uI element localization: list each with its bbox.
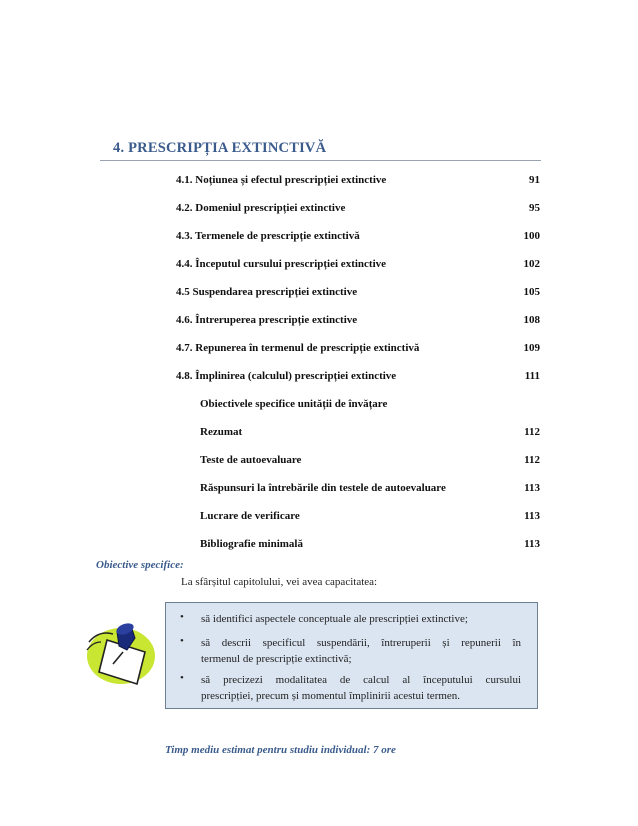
objective-item-continuation <box>201 651 521 667</box>
objectives-intro: La sfârșitul capitolului, vei avea capacitatea: <box>181 576 378 588</box>
toc-entry-label: Teste de autoevaluare <box>200 454 302 466</box>
toc-entry[interactable] <box>200 426 540 442</box>
pushpin-note-icon <box>83 612 163 690</box>
objective-item <box>201 672 521 688</box>
toc-entry-label: 4.5 Suspendarea prescripției extinctive <box>176 286 358 298</box>
toc-entry-label: 4.3. Termenele de prescripție extinctivă <box>176 230 360 242</box>
toc-entry-page: 91 <box>529 174 540 186</box>
toc-entry[interactable] <box>176 314 540 330</box>
toc-entry-page: 109 <box>523 342 540 354</box>
toc-entry-page: 113 <box>524 538 540 550</box>
toc-entry[interactable] <box>176 370 540 386</box>
toc-entry[interactable] <box>176 286 540 302</box>
toc-entry-label: Bibliografie minimală <box>200 538 303 550</box>
toc-entry-label: Rezumat <box>200 426 243 438</box>
toc-entry-label: 4.4. Începutul cursului prescripției extinctive <box>176 258 387 270</box>
objective-line: să identifici aspectele conceptuale ale prescripției extinctive; <box>201 613 468 625</box>
toc-entry-label: Lucrare de verificare <box>200 510 300 522</box>
toc-entry-page: 100 <box>523 230 540 242</box>
toc-entry-page: 112 <box>524 454 540 466</box>
toc-entry[interactable] <box>200 398 540 414</box>
objective-item-continuation <box>201 688 521 704</box>
title-divider <box>100 160 541 161</box>
toc-entry-page: 95 <box>529 202 540 214</box>
objective-line: prescripției, precum și momentul împlinirii acestui termen. <box>201 690 461 702</box>
toc-entry-label: 4.8. Împlinirea (calculul) prescripției extinctive <box>176 370 397 382</box>
objective-item <box>201 611 521 627</box>
toc-entry[interactable] <box>200 454 540 470</box>
toc-entry-label: 4.2. Domeniul prescripției extinctive <box>176 202 346 214</box>
toc-entry-label: Răspunsuri la întrebările din testele de autoevaluare <box>200 482 446 494</box>
objective-line: să descrii specificul suspendării, întreruperii și repunerii în <box>201 637 521 649</box>
toc-entry-label: Obiectivele specifice unității de învățare <box>200 398 388 410</box>
toc-entry[interactable] <box>200 482 540 498</box>
toc-entry-page: 108 <box>523 314 540 326</box>
toc-entry[interactable] <box>200 538 540 554</box>
objectives-heading: Obiective specifice: <box>96 559 184 571</box>
objective-line: să precizezi modalitatea de calcul al începutului cursului <box>201 674 521 686</box>
toc-entry-page: 111 <box>524 370 540 382</box>
bullet-icon: • <box>180 611 184 623</box>
toc-entry-page: 113 <box>524 510 540 522</box>
toc-entry[interactable] <box>176 174 540 190</box>
chapter-title: 4. PRESCRIPȚIA EXTINCTIVĂ <box>113 140 327 156</box>
toc-entry[interactable] <box>176 342 540 358</box>
bullet-icon: • <box>180 635 184 647</box>
toc-entry-label: 4.1. Noțiunea și efectul prescripției extinctive <box>176 174 387 186</box>
toc-entry[interactable] <box>176 230 540 246</box>
toc-entry-page: 113 <box>524 482 540 494</box>
toc-entry-page: 112 <box>524 426 540 438</box>
toc-entry-label: 4.6. Întreruperea prescripție extinctive <box>176 314 358 326</box>
toc-entry[interactable] <box>200 510 540 526</box>
toc-entry[interactable] <box>176 202 540 218</box>
objective-item <box>201 635 521 651</box>
bullet-icon: • <box>180 672 184 684</box>
objective-line: termenul de prescripție extinctivă; <box>201 653 352 665</box>
toc-entry[interactable] <box>176 258 540 274</box>
toc-entry-page: 105 <box>523 286 540 298</box>
toc-entry-page: 102 <box>523 258 540 270</box>
estimated-study-time: Timp mediu estimat pentru studiu individual: 7 ore <box>165 744 396 756</box>
toc-entry-label: 4.7. Repunerea în termenul de prescripție extinctivă <box>176 342 420 354</box>
